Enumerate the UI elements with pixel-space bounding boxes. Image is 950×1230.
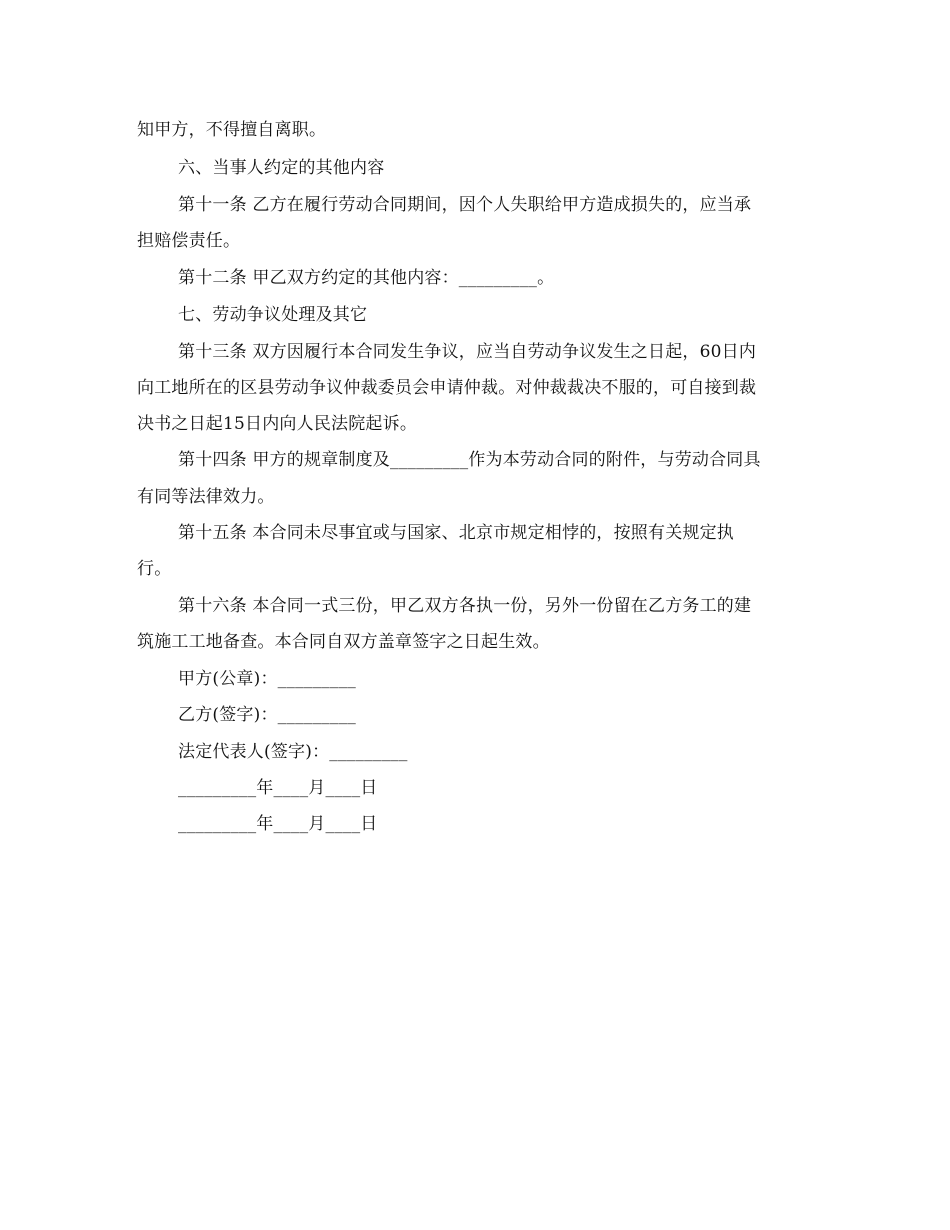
- text-line: 知甲方，不得擅自离职。: [137, 120, 327, 140]
- date-line: _________年____月____日: [178, 814, 378, 834]
- date-line: _________年____月____日: [178, 778, 378, 798]
- text-line: 向工地所在的区县劳动争议仲裁委员会申请仲裁。对仲裁裁决不服的，可自接到裁: [137, 378, 757, 398]
- text-line: 第十二条 甲乙双方约定的其他内容：_________。: [178, 268, 555, 288]
- signature-party-a: 甲方(公章)：_________: [178, 669, 356, 689]
- text-line: 有同等法律效力。: [137, 487, 275, 507]
- signature-legal-rep: 法定代表人(签字)：_________: [178, 742, 408, 762]
- text-line: 第十四条 甲方的规章制度及_________作为本劳动合同的附件，与劳动合同具: [178, 450, 761, 470]
- text-line: 担赔偿责任。: [137, 231, 241, 251]
- text-line: 第十六条 本合同一式三份，甲乙双方各执一份，另外一份留在乙方务工的建: [178, 596, 752, 616]
- text-line: 第十五条 本合同未尽事宜或与国家、北京市规定相悖的，按照有关规定执: [178, 523, 735, 543]
- text-line: 筑施工工地备查。本合同自双方盖章签字之日起生效。: [137, 632, 550, 652]
- text-line: 第十一条 乙方在履行劳动合同期间，因个人失职给甲方造成损失的，应当承: [178, 195, 752, 215]
- section-heading: 七、劳动争议处理及其它: [178, 305, 368, 325]
- section-heading: 六、当事人约定的其他内容: [178, 158, 385, 178]
- signature-party-b: 乙方(签字)：_________: [178, 705, 356, 725]
- text-line: 决书之日起15日内向人民法院起诉。: [137, 414, 418, 434]
- text-line: 第十三条 双方因履行本合同发生争议，应当自劳动争议发生之日起，60日内: [178, 342, 757, 362]
- text-line: 行。: [137, 559, 172, 579]
